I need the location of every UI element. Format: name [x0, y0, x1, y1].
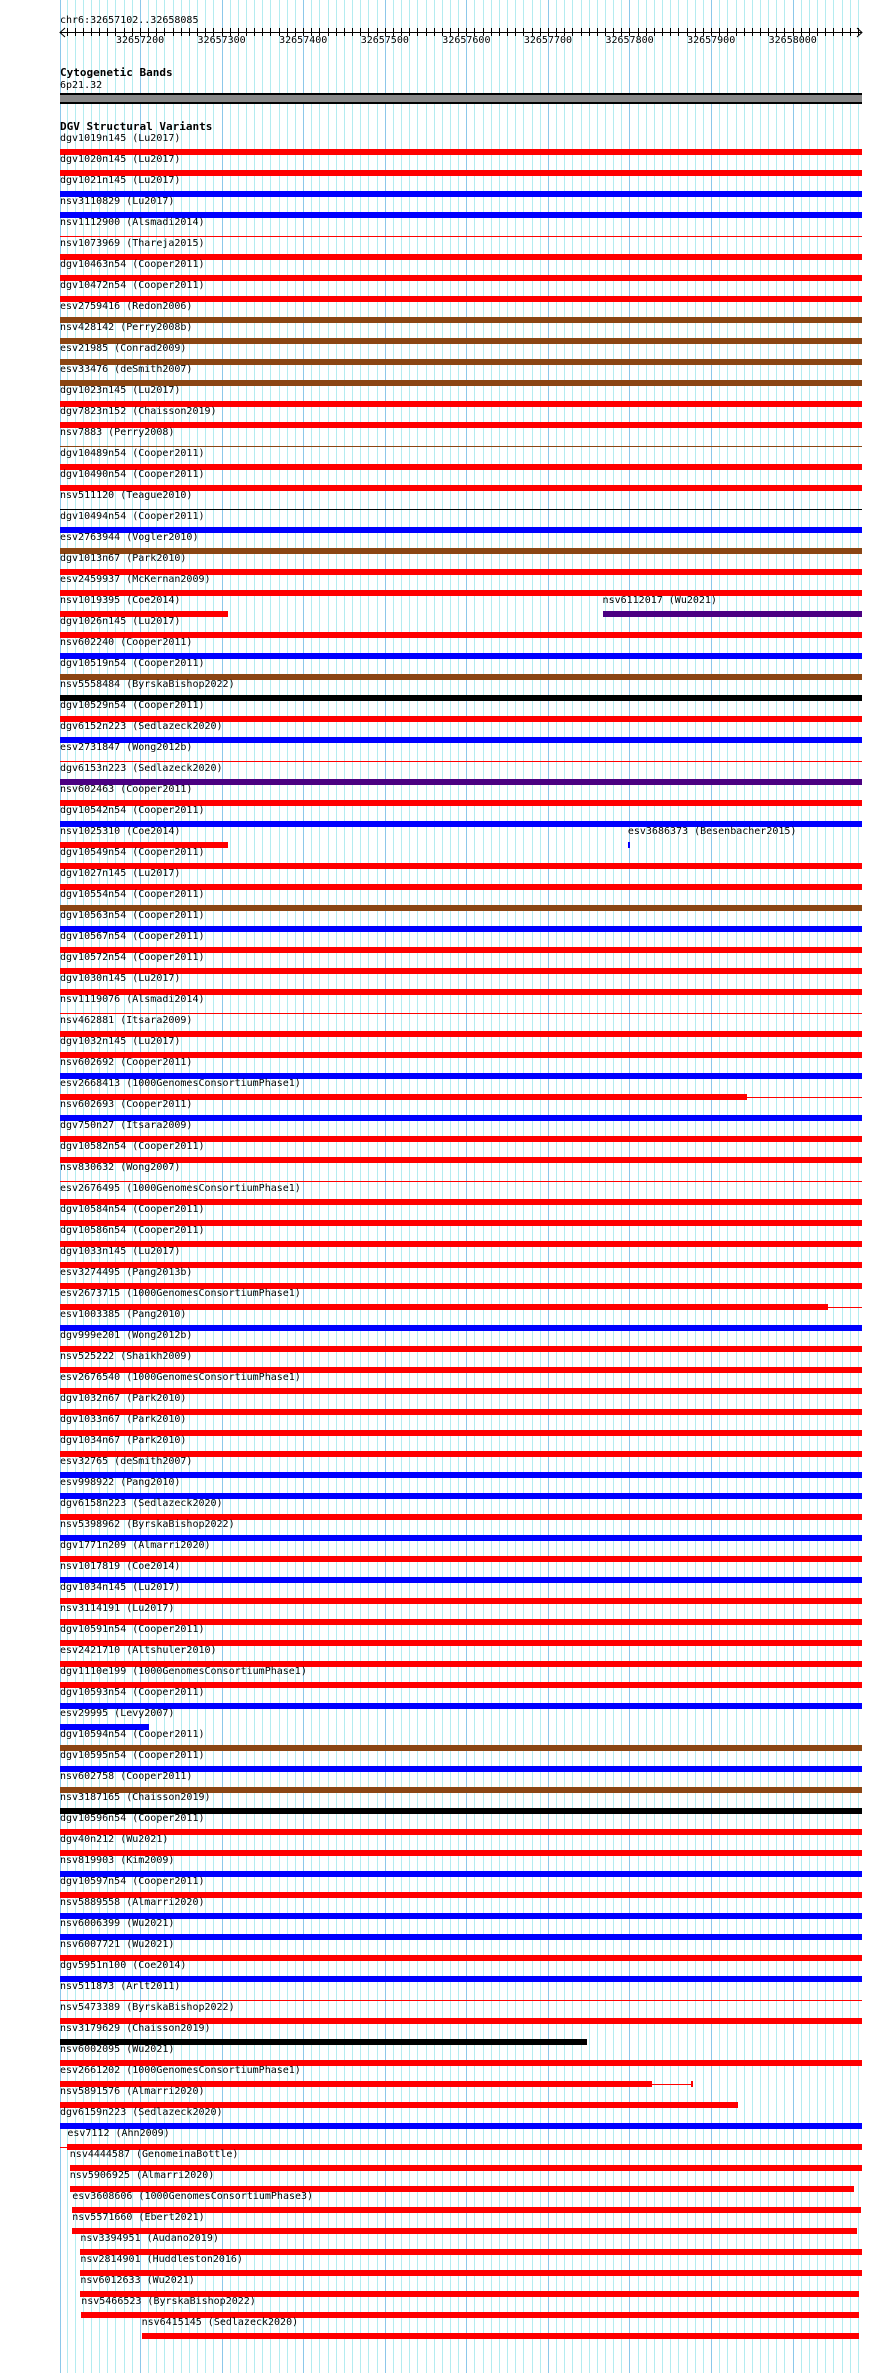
sv-feature-label[interactable]: nsv6012633 (Wu2021) — [80, 2275, 195, 2286]
sv-feature-bar[interactable] — [60, 1181, 862, 1182]
sv-feature-label[interactable]: dgv10596n54 (Cooper2011) — [60, 1813, 205, 1824]
sv-feature-bar[interactable] — [60, 1934, 862, 1940]
ruler-tick-label: 32657200 — [115, 35, 165, 46]
sv-feature-label[interactable]: dgv6159n223 (Sedlazeck2020) — [60, 2107, 223, 2118]
sv-feature-label[interactable]: dgv10572n54 (Cooper2011) — [60, 952, 205, 963]
sv-feature-label[interactable]: nsv5466523 (ByrskaBishop2022) — [81, 2296, 256, 2307]
sv-feature-extent-line[interactable] — [747, 1097, 862, 1098]
sv-feature-label[interactable]: dgv7823n152 (Chaisson2019) — [60, 406, 217, 417]
sv-feature-label[interactable]: dgv1027n145 (Lu2017) — [60, 868, 181, 879]
sv-feature-label[interactable]: dgv10595n54 (Cooper2011) — [60, 1750, 205, 1761]
sv-feature-label[interactable]: esv998922 (Pang2010) — [60, 1477, 181, 1488]
sv-feature-label[interactable]: nsv3179629 (Chaisson2019) — [60, 2023, 211, 2034]
sv-feature-label[interactable]: nsv3110829 (Lu2017) — [60, 196, 175, 207]
sv-feature-label[interactable]: esv2459937 (McKernan2009) — [60, 574, 211, 585]
sv-feature-label[interactable]: esv2731847 (Wong2012b) — [60, 742, 193, 753]
sv-feature-bar[interactable] — [60, 1598, 862, 1604]
sv-feature-label[interactable]: esv3608606 (1000GenomesConsortiumPhase3) — [72, 2191, 314, 2202]
sv-feature-label[interactable]: esv2673715 (1000GenomesConsortiumPhase1) — [60, 1288, 301, 1299]
sv-feature-bar[interactable] — [60, 509, 862, 510]
sv-feature-label[interactable]: nsv462881 (Itsara2009) — [60, 1015, 193, 1026]
ruler-tick-label: 32657500 — [360, 35, 409, 46]
sv-feature-label[interactable]: dgv1034n145 (Lu2017) — [60, 1582, 181, 1593]
sv-feature-label[interactable]: esv32765 (deSmith2007) — [60, 1456, 193, 1467]
sv-feature-label[interactable]: nsv6415145 (Sedlazeck2020) — [141, 2317, 299, 2328]
ruler-tick-label: 32657900 — [687, 35, 736, 46]
sv-feature-label[interactable]: dgv1033n145 (Lu2017) — [60, 1246, 181, 1257]
sv-feature-label[interactable]: dgv40n212 (Wu2021) — [60, 1834, 169, 1845]
sv-feature-label[interactable]: nsv3114191 (Lu2017) — [60, 1603, 175, 1614]
ruler-tick-label: 32658000 — [768, 35, 817, 46]
sv-feature-label[interactable]: nsv602758 (Cooper2011) — [60, 1771, 193, 1782]
sv-feature-label[interactable]: esv29995 (Levy2007) — [60, 1708, 175, 1719]
sv-feature-label[interactable]: dgv10549n54 (Cooper2011) — [60, 847, 205, 858]
sv-feature-label[interactable]: nsv1019395 (Coe2014) — [60, 595, 181, 606]
sv-feature-bar[interactable] — [60, 1850, 862, 1856]
sv-feature-label[interactable]: nsv2814901 (Huddleston2016) — [80, 2254, 243, 2265]
sv-feature-label[interactable]: dgv1032n145 (Lu2017) — [60, 1036, 181, 1047]
sv-feature-label[interactable]: dgv10563n54 (Cooper2011) — [60, 910, 205, 921]
sv-feature-label[interactable]: nsv1119076 (Alsmadi2014) — [60, 994, 205, 1005]
sv-feature-label[interactable]: dgv1021n145 (Lu2017) — [60, 175, 181, 186]
sv-feature-label[interactable]: dgv1110e199 (1000GenomesConsortiumPhase1) — [60, 1666, 307, 1677]
sv-feature-label[interactable]: nsv5558484 (ByrskaBishop2022) — [60, 679, 235, 690]
sv-feature-label[interactable]: dgv1033n67 (Park2010) — [60, 1414, 187, 1425]
sv-feature-bar[interactable] — [603, 611, 862, 617]
sv-feature-label[interactable]: nsv4444587 (GenomeinaBottle) — [69, 2149, 239, 2160]
sv-feature-label[interactable]: dgv1032n67 (Park2010) — [60, 1393, 187, 1404]
ruler-tick-label: 32657300 — [197, 35, 246, 46]
sv-feature-label[interactable]: nsv602693 (Cooper2011) — [60, 1099, 193, 1110]
sv-feature-label[interactable]: dgv999e201 (Wong2012b) — [60, 1330, 193, 1341]
sv-feature-label[interactable]: esv33476 (deSmith2007) — [60, 364, 193, 375]
sv-feature-label[interactable]: nsv5473389 (ByrskaBishop2022) — [60, 2002, 235, 2013]
sv-feature-label[interactable]: dgv1026n145 (Lu2017) — [60, 616, 181, 627]
sv-feature-label[interactable]: nsv3187165 (Chaisson2019) — [60, 1792, 211, 1803]
sv-feature-label[interactable]: nsv7883 (Perry2008) — [60, 427, 175, 438]
sv-feature-bar[interactable] — [60, 1829, 862, 1835]
sv-feature-label[interactable]: nsv6112017 (Wu2021) — [602, 595, 717, 606]
sv-feature-bar[interactable] — [60, 2123, 862, 2129]
sv-feature-label[interactable]: dgv10597n54 (Cooper2011) — [60, 1876, 205, 1887]
sv-feature-label[interactable]: dgv1019n145 (Lu2017) — [60, 133, 181, 144]
sv-feature-bar[interactable] — [60, 446, 862, 447]
sv-feature-label[interactable]: dgv10472n54 (Cooper2011) — [60, 280, 205, 291]
sv-feature-label[interactable]: nsv602240 (Cooper2011) — [60, 637, 193, 648]
sv-feature-label[interactable]: dgv10567n54 (Cooper2011) — [60, 931, 205, 942]
sv-feature-label[interactable]: nsv428142 (Perry2008b) — [60, 322, 193, 333]
sv-feature-bar[interactable] — [60, 1913, 862, 1919]
sv-feature-label[interactable]: nsv1017819 (Coe2014) — [60, 1561, 181, 1572]
sv-feature-label[interactable]: esv2661202 (1000GenomesConsortiumPhase1) — [60, 2065, 301, 2076]
ruler-tick-label: 32657600 — [442, 35, 491, 46]
sv-feature-bar[interactable] — [60, 236, 862, 237]
sv-feature-label[interactable]: dgv10554n54 (Cooper2011) — [60, 889, 205, 900]
sv-feature-label[interactable]: dgv10490n54 (Cooper2011) — [60, 469, 205, 480]
sv-feature-label[interactable]: nsv830632 (Wong2007) — [60, 1162, 181, 1173]
sv-feature-label[interactable]: dgv10519n54 (Cooper2011) — [60, 658, 205, 669]
sv-feature-label[interactable]: dgv1771n209 (Almarri2020) — [60, 1540, 211, 1551]
sv-feature-label[interactable]: dgv10584n54 (Cooper2011) — [60, 1204, 205, 1215]
sv-feature-label[interactable]: nsv525222 (Shaikh2009) — [60, 1351, 193, 1362]
sv-feature-label[interactable]: esv2668413 (1000GenomesConsortiumPhase1) — [60, 1078, 301, 1089]
sv-feature-label[interactable]: esv2676540 (1000GenomesConsortiumPhase1) — [60, 1372, 301, 1383]
cytobands-track-title: Cytogenetic Bands — [60, 66, 173, 79]
sv-feature-bar[interactable] — [60, 422, 862, 428]
location-label: chr6:32657102..32658085 — [60, 15, 199, 26]
ruler-tick-label: 32657700 — [523, 35, 573, 46]
sv-feature-label[interactable]: dgv6158n223 (Sedlazeck2020) — [60, 1498, 223, 1509]
sv-feature-bar[interactable] — [628, 842, 630, 848]
sv-feature-label[interactable]: nsv1025310 (Coe2014) — [60, 826, 181, 837]
sv-feature-label[interactable]: dgv1020n145 (Lu2017) — [60, 154, 181, 165]
sv-feature-label[interactable]: dgv10586n54 (Cooper2011) — [60, 1225, 205, 1236]
sv-feature-extent-line[interactable] — [652, 2084, 693, 2085]
dgv-track-title: DGV Structural Variants — [60, 120, 213, 133]
sv-feature-label[interactable]: esv21985 (Conrad2009) — [60, 343, 187, 354]
sv-feature-label[interactable]: nsv1073969 (Thareja2015) — [60, 238, 205, 249]
sv-feature-label[interactable]: dgv10463n54 (Cooper2011) — [60, 259, 205, 270]
sv-feature-bar[interactable] — [80, 2270, 862, 2276]
sv-feature-label[interactable]: nsv6006399 (Wu2021) — [60, 1918, 175, 1929]
sv-feature-bar[interactable] — [142, 2333, 859, 2339]
sv-feature-label[interactable]: dgv1023n145 (Lu2017) — [60, 385, 181, 396]
sv-feature-label[interactable]: nsv6002095 (Wu2021) — [60, 2044, 175, 2055]
sv-feature-label[interactable]: dgv10582n54 (Cooper2011) — [60, 1141, 205, 1152]
sv-feature-label[interactable]: dgv6153n223 (Sedlazeck2020) — [60, 763, 223, 774]
cytoband-bar[interactable] — [60, 93, 862, 104]
sv-feature-label[interactable]: dgv10494n54 (Cooper2011) — [60, 511, 205, 522]
sv-feature-label[interactable]: esv3686373 (Besenbacher2015) — [627, 826, 797, 837]
sv-feature-bar[interactable] — [60, 2000, 862, 2001]
sv-feature-extent-line[interactable] — [60, 2147, 67, 2148]
sv-feature-label[interactable]: dgv10591n54 (Cooper2011) — [60, 1624, 205, 1635]
sv-feature-label[interactable]: dgv10542n54 (Cooper2011) — [60, 805, 205, 816]
sv-feature-label[interactable]: nsv6007721 (Wu2021) — [60, 1939, 175, 1950]
sv-feature-bar[interactable] — [60, 1013, 862, 1014]
sv-feature-bar[interactable] — [60, 761, 862, 762]
sv-feature-label[interactable]: dgv750n27 (Itsara2009) — [60, 1120, 193, 1131]
sv-feature-label[interactable]: dgv1030n145 (Lu2017) — [60, 973, 181, 984]
sv-feature-label[interactable]: dgv1034n67 (Park2010) — [60, 1435, 187, 1446]
sv-feature-label[interactable]: nsv5398962 (ByrskaBishop2022) — [60, 1519, 235, 1530]
sv-feature-label[interactable]: nsv5891576 (Almarri2020) — [60, 2086, 205, 2097]
ruler-tick-label: 32657400 — [279, 35, 328, 46]
sv-feature-label[interactable]: nsv511120 (Teague2010) — [60, 490, 193, 501]
sv-feature-end-tick — [691, 2081, 693, 2087]
sv-feature-label[interactable]: esv2421710 (Altshuler2010) — [60, 1645, 217, 1656]
sv-feature-label[interactable]: dgv10489n54 (Cooper2011) — [60, 448, 205, 459]
sv-feature-label[interactable]: esv2676495 (1000GenomesConsortiumPhase1) — [60, 1183, 301, 1194]
sv-feature-label[interactable]: esv3274495 (Pang2013b) — [60, 1267, 193, 1278]
sv-feature-label[interactable]: esv2759416 (Redon2006) — [60, 301, 193, 312]
sv-feature-label[interactable]: dgv5951n100 (Coe2014) — [60, 1960, 187, 1971]
sv-feature-label[interactable]: nsv602692 (Cooper2011) — [60, 1057, 193, 1068]
sv-feature-label[interactable]: nsv819903 (Kim2009) — [60, 1855, 175, 1866]
sv-feature-label[interactable]: dgv6152n223 (Sedlazeck2020) — [60, 721, 223, 732]
sv-feature-bar[interactable] — [60, 191, 862, 197]
sv-feature-label[interactable]: nsv602463 (Cooper2011) — [60, 784, 193, 795]
sv-feature-label[interactable]: nsv5571660 (Ebert2021) — [72, 2212, 205, 2223]
ruler-tick-label: 32657800 — [605, 35, 654, 46]
sv-feature-bar[interactable] — [60, 1703, 862, 1709]
sv-feature-label[interactable]: dgv10593n54 (Cooper2011) — [60, 1687, 205, 1698]
sv-feature-label[interactable]: nsv1112900 (Alsmadi2014) — [60, 217, 205, 228]
sv-feature-label[interactable]: esv1003385 (Pang2010) — [60, 1309, 187, 1320]
cytoband-label[interactable]: 6p21.32 — [60, 80, 103, 91]
sv-feature-extent-line[interactable] — [828, 1307, 862, 1308]
sv-feature-label[interactable]: nsv511873 (Arlt2011) — [60, 1981, 181, 1992]
sv-feature-label[interactable]: dgv10594n54 (Cooper2011) — [60, 1729, 205, 1740]
sv-feature-label[interactable]: esv2763944 (Vogler2010) — [60, 532, 199, 543]
sv-feature-label[interactable]: dgv1013n67 (Park2010) — [60, 553, 187, 564]
sv-feature-label[interactable]: nsv3394951 (Audano2019) — [80, 2233, 219, 2244]
sv-feature-label[interactable]: dgv10529n54 (Cooper2011) — [60, 700, 205, 711]
sv-feature-label[interactable]: nsv5889558 (Almarri2020) — [60, 1897, 205, 1908]
sv-feature-label[interactable]: esv7112 (Ahn2009) — [67, 2128, 170, 2139]
sv-feature-label[interactable]: nsv5906925 (Almarri2020) — [69, 2170, 215, 2181]
